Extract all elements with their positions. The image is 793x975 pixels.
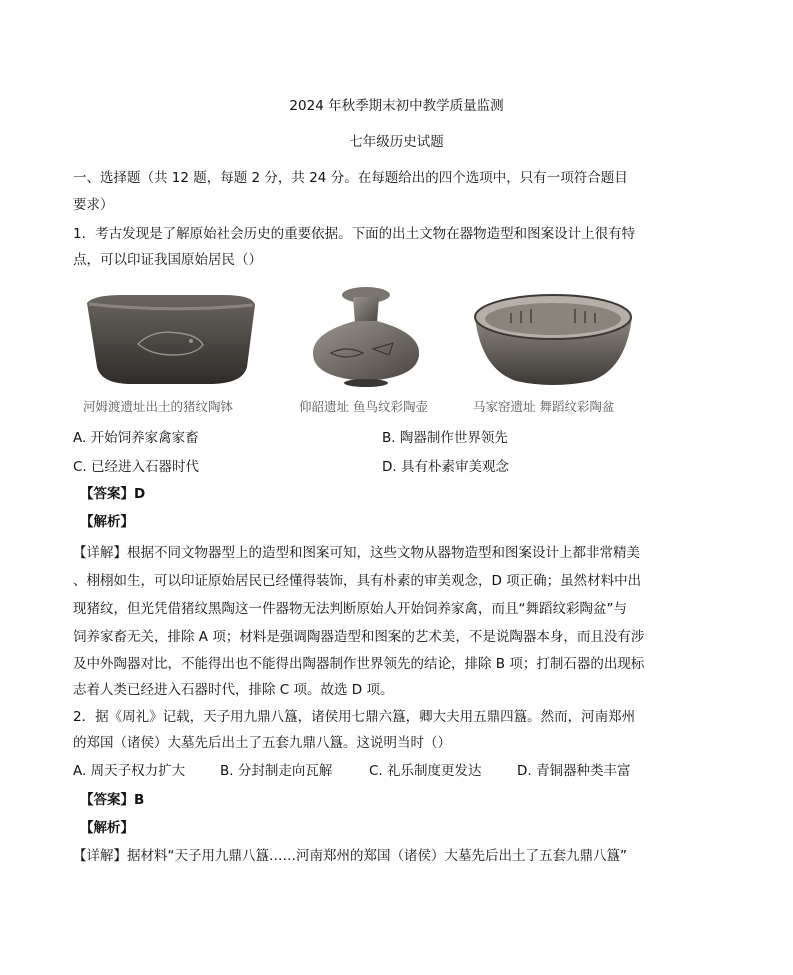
q1-detail-line2: 、栩栩如生，可以印证原始居民已经懂得装饰，具有朴素的审美观念，D 项正确；虽然材料中出 <box>73 573 642 589</box>
q2-stem-line2: 的郑国（诸侯）大墓先后出土了五套九鼎八簋。这说明当时（） <box>73 735 451 751</box>
artifact-caption-2: 仰韶遗址 鱼鸟纹彩陶壶 <box>299 399 428 414</box>
q1-detail-line3: 现猪纹，但光凭借猪纹黑陶这一件器物无法判断原始人开始饲养家禽，而且“舞蹈纹彩陶盆”与 <box>73 601 627 617</box>
section-heading-line1: 一、选择题（共 12 题，每题 2 分，共 24 分。在每题给出的四个选项中，只有一项符合题目 <box>73 170 628 186</box>
q1-stem-line2: 点，可以印证我国原始居民（） <box>73 252 262 268</box>
q2-stem-line1: 2．据《周礼》记载，天子用九鼎八簋，诸侯用七鼎六簋，卿大夫用五鼎四簋。然而，河南郑州 <box>73 709 636 725</box>
q1-detail-line5: 及中外陶器对比，不能得出也不能得出陶器制作世界领先的结论，排除 B 项；打制石器的出现标 <box>73 656 645 672</box>
exam-subtitle: 七年级历史试题 <box>349 134 444 150</box>
exam-title: 2024 年秋季期末初中教学质量监测 <box>289 98 504 114</box>
q1-detail-line1: 【详解】根据不同文物器型上的造型和图案可知，这些文物从器物造型和图案设计上都非常精美 <box>73 545 640 561</box>
q2-detail-line1: 【详解】据材料“天子用九鼎八簋……河南郑州的郑国（诸侯）大墓先后出土了五套九鼎八簋” <box>73 848 627 864</box>
q1-answer-value: D <box>134 486 146 502</box>
q1-option-d: D. 具有朴素审美观念 <box>382 459 509 475</box>
q1-option-a: A. 开始饲养家禽家畜 <box>73 430 199 446</box>
section-heading-line2: 要求） <box>73 197 114 213</box>
q1-option-b: B. 陶器制作世界领先 <box>382 430 508 446</box>
q2-answer-label: 【答案】 <box>80 792 134 808</box>
q1-detail-line4: 饲养家畜无关，排除 A 项；材料是强调陶器造型和图案的艺术美，不是说陶器本身，而且没有涉 <box>73 629 645 645</box>
q1-option-c: C. 已经进入石器时代 <box>73 459 200 475</box>
q2-analysis-label: 【解析】 <box>80 820 134 836</box>
fish-bird-pot-image <box>301 283 431 393</box>
q2-option-c: C. 礼乐制度更发达 <box>369 763 482 779</box>
pig-pattern-bowl-image <box>83 289 258 389</box>
artifact-caption-1: 河姆渡遗址出土的猪纹陶钵 <box>83 399 234 414</box>
q1-answer <box>80 484 145 504</box>
q1-analysis-label: 【解析】 <box>80 514 134 530</box>
q1-stem-line1: 1．考古发现是了解原始社会历史的重要依据。下面的出土文物在器物造型和图案设计上很有特 <box>73 226 636 242</box>
dance-pattern-basin-image <box>471 289 636 389</box>
q2-option-b: B. 分封制走向瓦解 <box>220 763 333 779</box>
q2-answer <box>80 790 144 810</box>
q1-answer-label: 【答案】 <box>80 486 134 502</box>
q2-option-d: D. 青铜器种类丰富 <box>517 763 631 779</box>
q2-option-a: A. 周天子权力扩大 <box>73 763 186 779</box>
artifact-figure <box>73 283 653 418</box>
q2-answer-value: B <box>134 792 145 808</box>
artifact-caption-3: 马家窑遗址 舞蹈纹彩陶盆 <box>473 399 615 414</box>
q1-detail-line6: 志着人类已经进入石器时代，排除 C 项。故选 D 项。 <box>73 682 394 698</box>
